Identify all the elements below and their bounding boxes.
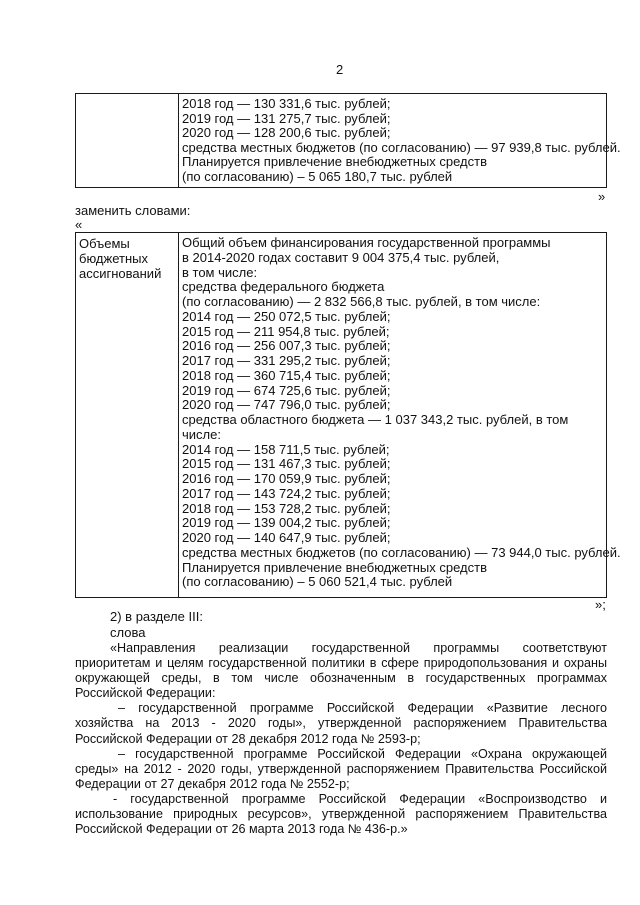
table-label-cell <box>79 236 175 281</box>
closing-quote-new: »; <box>595 597 606 612</box>
paragraph-line: приоритетам и целям государственной политики в сфере природопользования и охраны <box>75 656 607 671</box>
list-item-line: хозяйства на 2013 - 2020 годы», утвержденной распоряжением Правительства <box>75 716 607 731</box>
section-item: 2) в разделе III: <box>110 609 203 624</box>
table-column-divider <box>178 233 179 597</box>
list-item-line: среды» на 2012 - 2020 годы, утвержденной распоряжением Правительства Российской <box>75 761 607 776</box>
table-line: 2018 год — 130 331,6 тыс. рублей; <box>182 96 391 111</box>
replace-instruction: заменить словами: <box>75 203 191 218</box>
table-line: 2019 год — 139 004,2 тыс. рублей; <box>182 515 391 531</box>
label-line: ассигнований <box>79 266 162 281</box>
label-line: бюджетных <box>79 251 148 266</box>
table-line: (по согласованию) – 5 065 180,7 тыс. рублей <box>182 168 453 184</box>
table-line: в том числе: <box>182 264 258 280</box>
list-item-line: - государственной программе Российской Федерации «Воспроизводство и <box>113 791 607 806</box>
table-line: 2017 год — 143 724,2 тыс. рублей; <box>182 485 391 501</box>
table-line: 2016 год — 170 059,9 тыс. рублей; <box>182 471 391 486</box>
table-new-budget-allocations <box>75 232 621 598</box>
table-line: Планируется привлечение внебюджетных средств <box>182 559 487 575</box>
table-line: 2015 год — 131 467,3 тыс. рублей; <box>182 456 391 472</box>
page-number: 2 <box>336 62 344 77</box>
table-column-divider <box>178 94 179 187</box>
table-line: числе: <box>182 426 221 442</box>
closing-quote-old: » <box>598 189 606 204</box>
table-line: 2016 год — 256 007,3 тыс. рублей; <box>182 338 391 354</box>
table-line: (по согласованию) – 5 060 521,4 тыс. рублей <box>182 574 453 590</box>
opening-quote-new: « <box>75 217 83 232</box>
list-item-line: использование природных ресурсов», утвержденной распоряжением Правительства <box>75 807 607 822</box>
table-line: 2019 год — 674 725,6 тыс. рублей; <box>182 382 391 398</box>
paragraph-line: «Направления реализации государственной программы соответствуют <box>110 641 607 655</box>
table-line: средства местных бюджетов (по согласованию) — 73 944,0 тыс. рублей. <box>182 544 621 560</box>
table-line: 2014 год — 250 072,5 тыс. рублей; <box>182 308 391 324</box>
paragraph-line: окружающей среды, в том числе обозначенным в государственных программах <box>75 671 607 686</box>
table-line: (по согласованию) — 2 832 566,8 тыс. рублей, в том числе: <box>182 294 541 309</box>
list-item-line: Федерации от 27 декабря 2012 года № 2552-р; <box>75 776 350 791</box>
table-line: 2015 год — 211 954,8 тыс. рублей; <box>182 323 390 339</box>
table-line: 2020 год — 140 647,9 тыс. рублей; <box>182 530 391 545</box>
table-line: средства федерального бюджета <box>182 279 385 295</box>
table-line: 2018 год — 153 728,2 тыс. рублей; <box>182 500 391 516</box>
quoted-paragraph <box>75 641 607 837</box>
table-value-cell <box>182 235 621 590</box>
table-old-continuation <box>75 93 621 188</box>
label-line: Объемы <box>79 236 130 251</box>
table-line: 2019 год — 131 275,7 тыс. рублей; <box>182 110 391 126</box>
words-label: слова <box>110 625 146 640</box>
table-line: Планируется привлечение внебюджетных средств <box>182 154 487 170</box>
list-item-line: – государственной программе Российской Федерации «Охрана окружающей <box>118 746 607 761</box>
table-line: в 2014-2020 годах составит 9 004 375,4 тыс. рублей, <box>182 249 500 265</box>
list-item-line: – государственной программе Российской Федерации «Развитие лесного <box>118 701 607 716</box>
table-value-cell <box>182 96 621 185</box>
table-line: 2017 год — 331 295,2 тыс. рублей; <box>182 353 391 368</box>
table-line: средства областного бюджета — 1 037 343,2 тыс. рублей, в том <box>182 412 569 427</box>
paragraph-line: Российской Федерации: <box>75 686 216 701</box>
table-line: средства местных бюджетов (по согласованию) — 97 939,8 тыс. рублей. <box>182 139 621 155</box>
table-line: 2018 год — 360 715,4 тыс. рублей; <box>182 367 391 383</box>
table-line: 2020 год — 747 796,0 тыс. рублей; <box>182 397 391 413</box>
list-item-line: Российской Федерации от 28 декабря 2012 года № 2593-р; <box>75 731 421 746</box>
table-line: 2020 год — 128 200,6 тыс. рублей; <box>182 125 391 141</box>
list-item-line: Российской Федерации от 26 марта 2013 года № 436-р.» <box>75 822 408 837</box>
table-line: 2014 год — 158 711,5 тыс. рублей; <box>182 441 390 457</box>
table-line: Общий объем финансирования государственной программы <box>182 235 551 250</box>
